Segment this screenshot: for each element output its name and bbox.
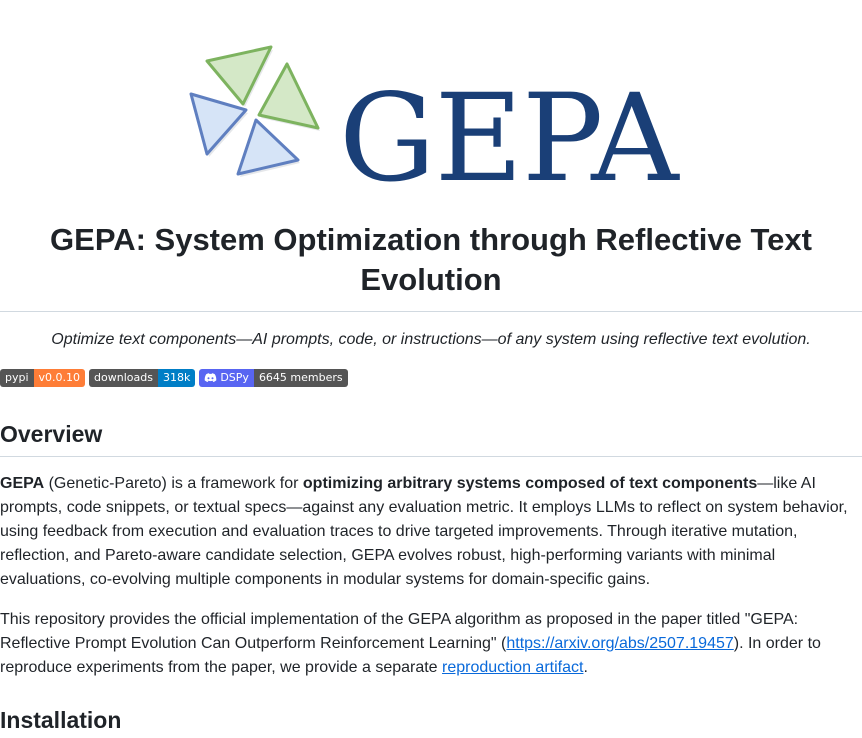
- title-line-1: GEPA: System Optimization through Reflective Text: [50, 222, 812, 257]
- page-title: [0, 220, 862, 300]
- tri-green-right: [259, 64, 318, 128]
- overview-paragraph: GEPA (Genetic-Pareto) is a framework for optimizing arbitrary systems composed of text components—like AI prompts, code snippets, or textual specs—against any evaluation metric. It employs LLMs to reflect on system behavior, using feedback from execution and evaluation traces to drive targeted improvements. Through iterative mutation, reflection, and Pareto-aware candidate selection, GEPA evolves robust, high-performing variants with minimal evaluations, co-evolving multiple components in modular systems for domain-specific gains.: [0, 475, 848, 588]
- reproduction-artifact-link[interactable]: reproduction artifact: [442, 659, 584, 676]
- gepa-logo: [186, 40, 686, 209]
- pypi-badge[interactable]: [0, 369, 85, 387]
- pypi-badge-value: v0.0.10: [34, 369, 86, 387]
- title-line-2: Evolution: [360, 262, 502, 297]
- overview-divider: [0, 456, 862, 457]
- key-phrase-bold: optimizing arbitrary systems composed of text components: [302, 475, 758, 492]
- installation-heading: Installation: [0, 707, 122, 733]
- triangles-logo-icon: [186, 40, 326, 185]
- logo-wordmark: GEPA: [339, 68, 678, 209]
- pypi-badge-label: pypi: [0, 369, 34, 387]
- gepa-bold: GEPA: [0, 475, 45, 492]
- tagline: Optimize text components—AI prompts, code, or instructions—of any system using reflective text evolution.: [51, 331, 811, 348]
- downloads-badge-value: 318k: [158, 369, 195, 387]
- discord-badge-label: DSPy: [220, 371, 249, 384]
- downloads-badge[interactable]: [89, 369, 195, 387]
- discord-icon: [204, 373, 217, 383]
- arxiv-link[interactable]: https://arxiv.org/abs/2507.19457: [506, 635, 734, 652]
- badge-row: [0, 369, 348, 387]
- tri-green-top: [207, 47, 271, 104]
- repository-paragraph: This repository provides the official implementation of the GEPA algorithm as proposed in the paper titled "GEPA: Reflective Prompt Evolution Can Outperform Reinforcement Learning" (https://arxiv.org/abs/2507.19457). In order to reproduce experiments from the paper, we provide a separate reproduction artifact.: [0, 611, 821, 676]
- discord-badge[interactable]: [199, 369, 347, 387]
- tri-blue-bottom: [238, 120, 298, 174]
- downloads-badge-label: downloads: [89, 369, 158, 387]
- overview-heading: Overview: [0, 421, 103, 447]
- title-divider: [0, 311, 862, 312]
- discord-badge-value: 6645 members: [254, 369, 348, 387]
